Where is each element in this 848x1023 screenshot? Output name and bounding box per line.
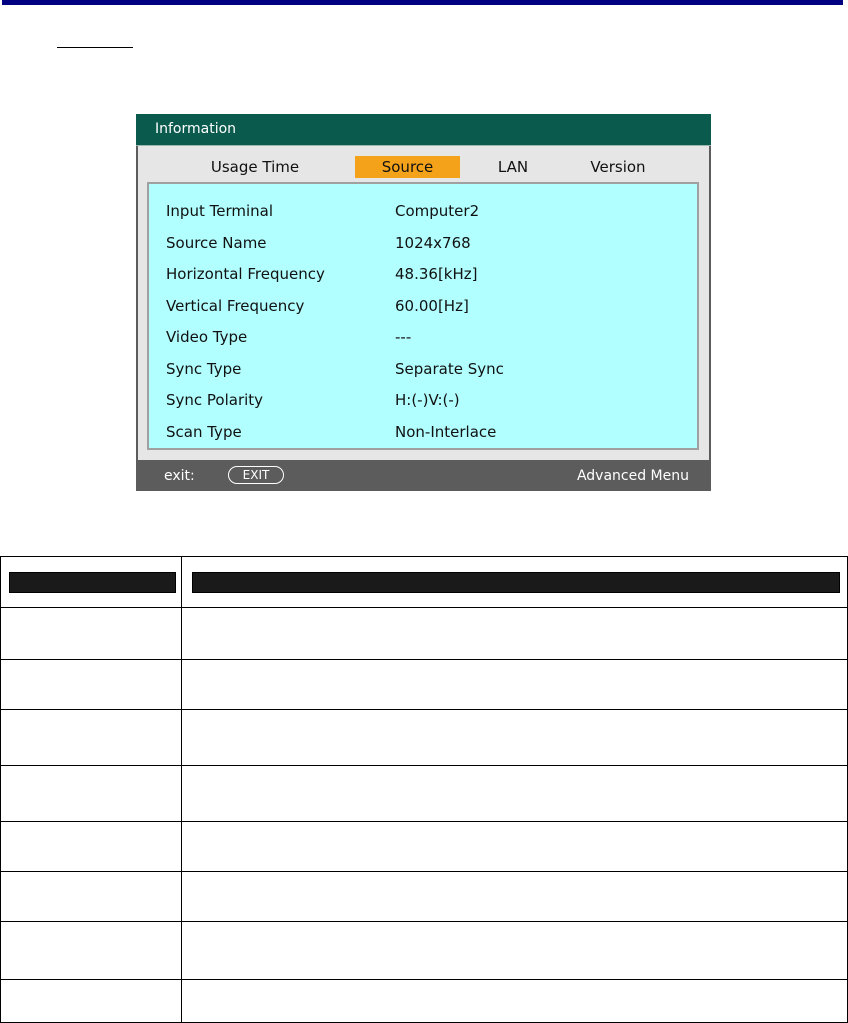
- osd-title-bar: [136, 114, 711, 146]
- info-label: Video Type: [166, 328, 248, 346]
- info-value: 60.00[Hz]: [395, 296, 469, 315]
- table-row-divider: [1, 921, 847, 922]
- table-row-divider: [1, 821, 847, 822]
- info-label: Horizontal Frequency: [166, 265, 325, 283]
- info-row: [149, 328, 697, 352]
- osd-title: Information: [155, 121, 237, 137]
- info-value: H:(-)V:(-): [395, 391, 460, 409]
- table-row-divider: [1, 659, 847, 660]
- info-label: Scan Type: [166, 422, 242, 441]
- tab-version[interactable]: Version: [590, 158, 646, 176]
- source-info-panel: [147, 182, 699, 450]
- info-row: [149, 234, 697, 258]
- column-divider: [181, 557, 182, 1022]
- info-row: [149, 297, 697, 321]
- osd-body: [138, 146, 709, 460]
- exit-button[interactable]: EXIT: [228, 466, 284, 484]
- menu-mode-label: Advanced Menu: [576, 468, 689, 484]
- tab-lan[interactable]: LAN: [497, 158, 529, 176]
- exit-label: exit:: [164, 468, 195, 484]
- tab-source[interactable]: Source: [355, 156, 460, 178]
- info-value: Non-Interlace: [395, 422, 497, 441]
- table-row-divider: [1, 709, 847, 710]
- info-row: [149, 423, 697, 447]
- info-value: 48.36[kHz]: [395, 265, 478, 283]
- table-row-divider: [1, 765, 847, 766]
- heading-underline: [57, 47, 133, 48]
- info-label: Sync Polarity: [166, 391, 264, 409]
- info-row: [149, 202, 697, 226]
- info-row: [149, 391, 697, 415]
- table-row-divider: [1, 979, 847, 980]
- description-table: [0, 556, 848, 1023]
- info-label: Sync Type: [166, 359, 242, 378]
- table-header-cell: [192, 572, 840, 593]
- page-top-rule: [2, 0, 843, 5]
- table-header-cell: [9, 572, 176, 593]
- info-value: ---: [395, 328, 412, 346]
- info-value: Computer2: [395, 202, 480, 220]
- info-value: Separate Sync: [395, 359, 504, 378]
- info-label: Vertical Frequency: [166, 296, 305, 315]
- info-row: [149, 360, 697, 384]
- info-label: Input Terminal: [166, 202, 273, 220]
- osd-footer: [136, 460, 711, 491]
- info-row: [149, 265, 697, 289]
- tab-usage-time[interactable]: Usage Time: [210, 158, 300, 176]
- table-row-divider: [1, 607, 847, 608]
- info-label: Source Name: [166, 233, 267, 252]
- info-value: 1024x768: [395, 233, 471, 252]
- information-osd-window: [136, 114, 711, 491]
- table-row-divider: [1, 871, 847, 872]
